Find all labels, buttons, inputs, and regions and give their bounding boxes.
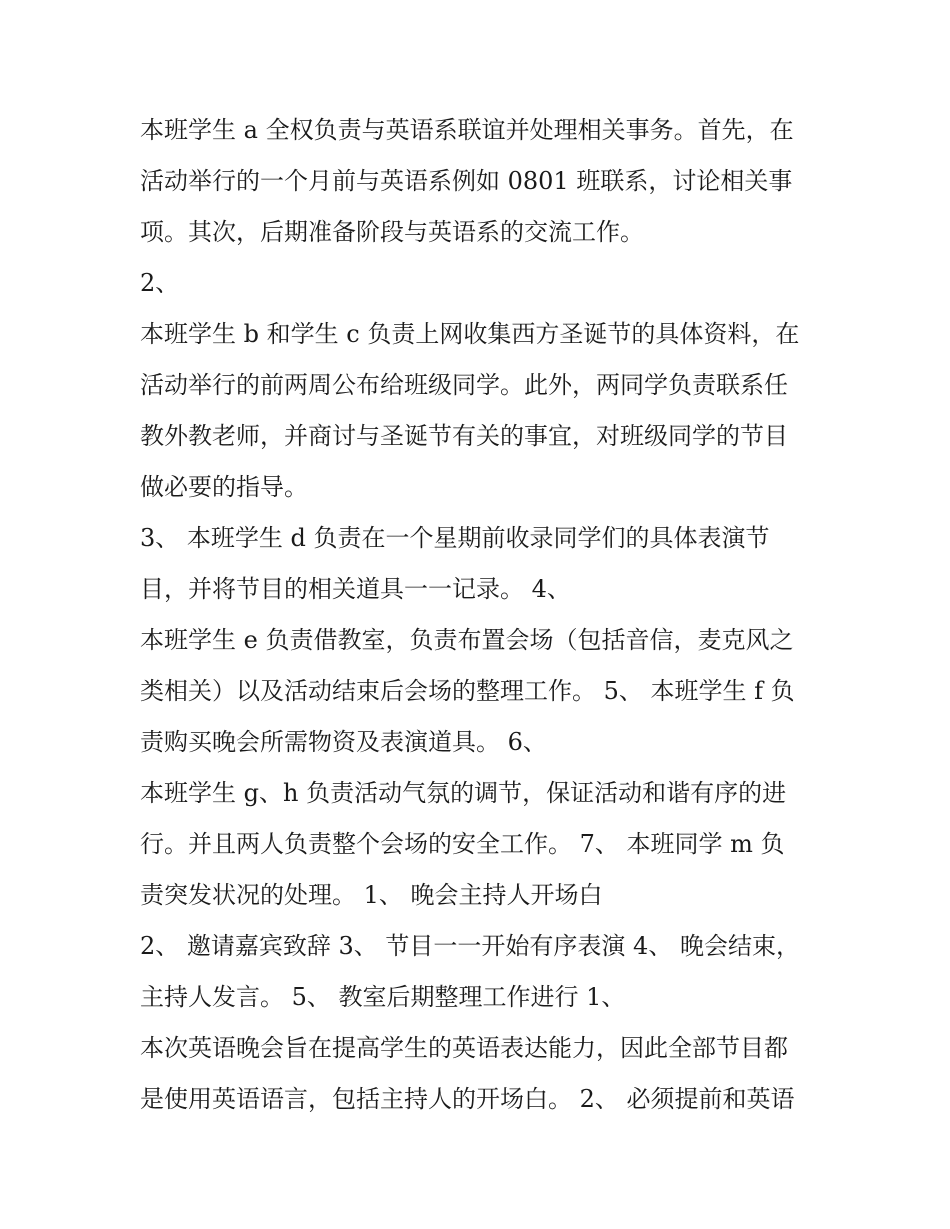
document-body	[140, 108, 820, 1128]
text-line: 做必要的指导。	[140, 473, 308, 501]
text-line: 2、	[140, 269, 180, 297]
text-line: 主持人发言。 5、 教室后期整理工作进行 1、	[140, 983, 626, 1011]
text-line: 项。其次，后期准备阶段与英语系的交流工作。	[140, 218, 644, 246]
text-line: 本班学生 e 负责借教室，负责布置会场（包括音信，麦克风之	[140, 626, 794, 654]
text-line: 教外教老师，并商讨与圣诞节有关的事宜，对班级同学的节目	[140, 422, 788, 450]
text-line: 本班学生 a 全权负责与英语系联谊并处理相关事务。首先，在	[140, 116, 794, 144]
text-line: 责突发状况的处理。 1、 晚会主持人开场白	[140, 881, 603, 909]
text-line: 3、 本班学生 d 负责在一个星期前收录同学们的具体表演节	[140, 524, 770, 552]
text-line: 行。并且两人负责整个会场的安全工作。 7、 本班同学 m 负	[140, 830, 785, 858]
text-line: 本班学生 g、h 负责活动气氛的调节，保证活动和谐有序的进	[140, 779, 787, 807]
text-line: 本次英语晚会旨在提高学生的英语表达能力，因此全部节目都	[140, 1034, 788, 1062]
text-line: 本班学生 b 和学生 c 负责上网收集西方圣诞节的具体资料，在	[140, 320, 800, 348]
text-line: 目，并将节目的相关道具一一记录。 4、	[140, 575, 571, 603]
text-line: 活动举行的前两周公布给班级同学。此外，两同学负责联系任	[140, 371, 788, 399]
text-line: 是使用英语语言，包括主持人的开场白。 2、 必须提前和英语	[140, 1085, 795, 1113]
text-line: 类相关）以及活动结束后会场的整理工作。 5、 本班学生 f 负	[140, 677, 795, 705]
text-line: 2、 邀请嘉宾致辞 3、 节目一一开始有序表演 4、 晚会结束，	[140, 932, 800, 960]
text-line: 责购买晚会所需物资及表演道具。 6、	[140, 728, 547, 756]
text-line: 活动举行的一个月前与英语系例如 0801 班联系，讨论相关事	[140, 167, 793, 195]
